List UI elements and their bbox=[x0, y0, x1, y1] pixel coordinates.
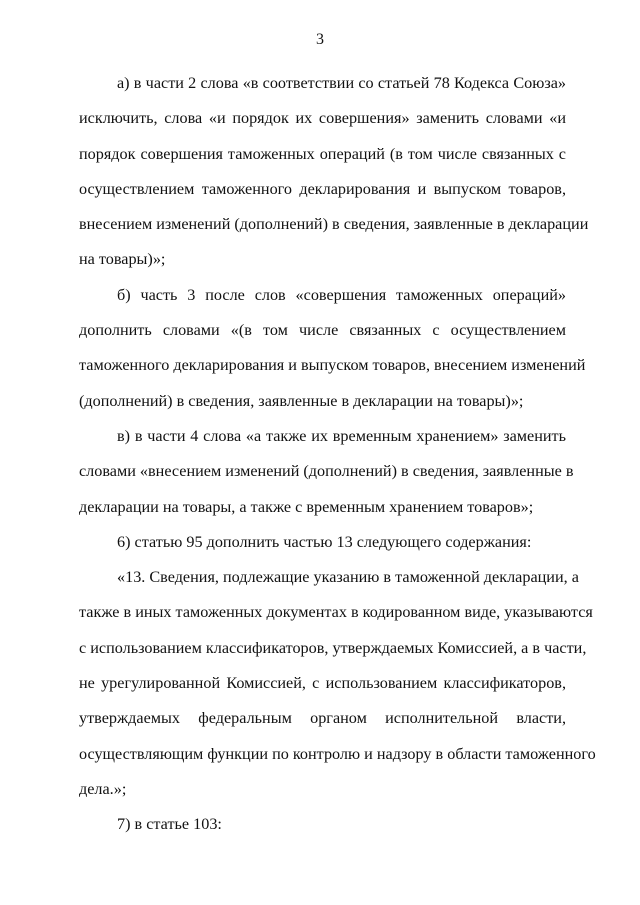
paragraph-line: с использованием классификаторов, утверждаемых Комиссией, а в части, bbox=[79, 638, 587, 657]
paragraph-line: дела.»; bbox=[79, 779, 127, 798]
paragraph-line: таможенного декларирования и выпуском товаров, внесением изменений bbox=[79, 356, 586, 375]
paragraph-line: в) в части 4 слова «а также их временным хранением» заменить bbox=[117, 426, 566, 445]
paragraph-line: внесением изменений (дополнений) в сведения, заявленные в декларации bbox=[79, 215, 589, 234]
paragraph-line: дополнить словами «(в том числе связанных с осуществлением bbox=[79, 321, 566, 340]
page-number: 3 bbox=[316, 31, 324, 48]
paragraph-line: также в иных таможенных документах в кодированном виде, указываются bbox=[79, 603, 593, 622]
paragraph-line: словами «внесением изменений (дополнений) в сведения, заявленные в bbox=[79, 462, 574, 481]
paragraph-line: на товары)»; bbox=[79, 250, 166, 269]
paragraph-b bbox=[79, 278, 586, 419]
document-body bbox=[79, 66, 596, 843]
paragraph-line: порядок совершения таможенных операций (в том числе связанных с bbox=[79, 144, 566, 163]
paragraph-a bbox=[79, 66, 589, 278]
paragraph-line: б) часть 3 после слов «совершения таможенных операций» bbox=[117, 285, 566, 304]
paragraph-line: «13. Сведения, подлежащие указанию в таможенной декларации, а bbox=[117, 568, 579, 587]
paragraph-line: исключить, слова «и порядок их совершения» заменить словами «и bbox=[79, 109, 566, 128]
paragraph-line: а) в части 2 слова «в соответствии со статьей 78 Кодекса Союза» bbox=[117, 74, 566, 92]
paragraph-line: не урегулированной Комиссией, с использованием классификаторов, bbox=[79, 674, 566, 693]
paragraph-line: утверждаемых федеральным органом исполнительной власти, bbox=[79, 709, 566, 728]
paragraph-line: осуществляющим функции по контролю и надзору в области таможенного bbox=[79, 744, 596, 763]
paragraph-line: осуществлением таможенного декларирования и выпуском товаров, bbox=[79, 179, 566, 198]
paragraph-item-6 bbox=[79, 525, 566, 560]
paragraph-line: декларации на товары, а также с временным хранением товаров»; bbox=[79, 497, 534, 516]
paragraph-quote-13 bbox=[79, 560, 596, 807]
paragraph-line: (дополнений) в сведения, заявленные в декларации на товары)»; bbox=[79, 391, 524, 410]
paragraph-line: 6) статью 95 дополнить частью 13 следующего содержания: bbox=[117, 532, 532, 551]
paragraph-v bbox=[79, 419, 574, 525]
paragraph-line: 7) в статье 103: bbox=[117, 815, 222, 834]
paragraph-item-7 bbox=[79, 807, 566, 842]
